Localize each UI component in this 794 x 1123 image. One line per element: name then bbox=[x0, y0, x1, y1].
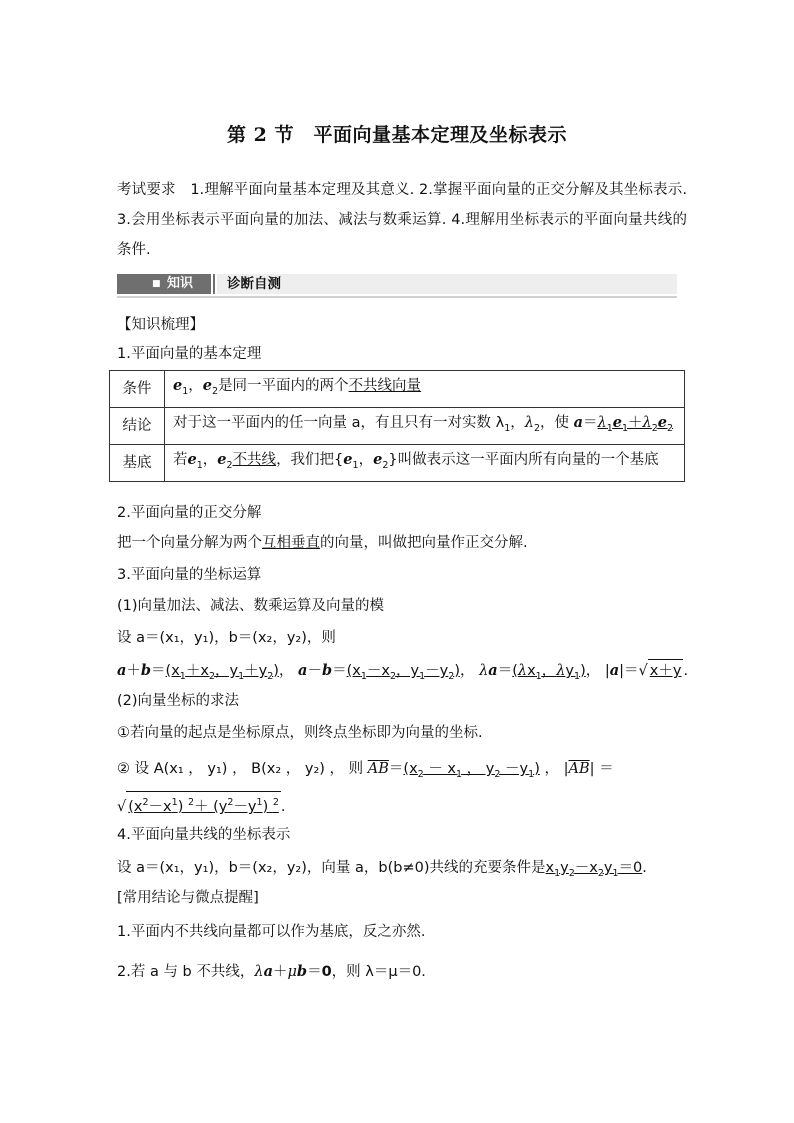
tip-1: 1.平面内不共线向量都可以作为基底，反之亦然. bbox=[117, 924, 426, 940]
section-2-title: 2.平面向量的正交分解 bbox=[117, 505, 262, 521]
row-value-basis: 若$e_1$，$e_2$不共线，我们把{$e_1$，$e_2$}叫做表示这一平面内所有向量的一个基底 bbox=[165, 444, 685, 481]
section-3-sub-2: (2)向量坐标的求法 bbox=[117, 693, 240, 709]
row-key-conclusion: 结论 bbox=[110, 407, 165, 444]
tip-2: 2.若 a 与 b 不共线，λa＋μb＝0，则 λ＝μ＝0. bbox=[117, 963, 426, 980]
section-4-text: 设 a＝(x₁，y₁)，b＝(x₂，y₂)，向量 a，b(b≠0)共线的充要条件是$x_1y_2-x_2y_1=0$. bbox=[117, 860, 647, 879]
table-row bbox=[110, 371, 685, 408]
blank-fill: 不共线 bbox=[232, 451, 277, 468]
row-key-condition: 条件 bbox=[110, 371, 165, 408]
section-3-sub-1: (1)向量加法、减法、数乘运算及向量的模 bbox=[117, 598, 385, 614]
table-row bbox=[110, 407, 685, 444]
formula-magnitude: $√(x^2-x^1)$ $^2+ (y^2-y^1)$ $^2$ . bbox=[117, 791, 697, 818]
section-3-item-2: ② 设 A(x₁ ， y₁) ， B(x₂ ， y₂) ， 则 $\overline{AB}=(x_2 - x_1$ ， $y_2 -y_1$) ， $|\overline{AB}|$ ＝ bbox=[117, 761, 614, 780]
section-3-title: 3.平面向量的坐标运算 bbox=[117, 567, 262, 583]
exam-requirements: 考试要求 1.理解平面向量基本定理及其意义. 2.掌握平面向量的正交分解及其坐标表示. 3.会用坐标表示平面向量的加法、减法与数乘运算. 4.理解用坐标表示的平面向量共线的条件. bbox=[117, 182, 687, 258]
banner-divider bbox=[213, 274, 215, 294]
section-banner bbox=[117, 272, 677, 298]
table-row bbox=[110, 444, 685, 481]
blank-fill: 互相垂直 bbox=[262, 535, 320, 551]
knowledge-header: 【知识梳理】 bbox=[117, 317, 204, 333]
row-key-basis: 基底 bbox=[110, 444, 165, 481]
section-1-title: 1.平面向量的基本定理 bbox=[117, 346, 262, 362]
section-4-title: 4.平面向量共线的坐标表示 bbox=[117, 827, 291, 843]
blank-fill: 不共线向量 bbox=[348, 378, 422, 394]
section-3-setup: 设 a＝(x₁，y₁)，b＝(x₂，y₂)，则 bbox=[117, 630, 336, 646]
section-3-item-1: ①若向量的起点是坐标原点，则终点坐标即为向量的坐标. bbox=[117, 725, 483, 741]
section-2-text: 把一个向量分解为两个互相垂直的向量，叫做把向量作正交分解. bbox=[117, 535, 528, 551]
banner-left-label: 知识 bbox=[167, 276, 194, 291]
page-title: 第 2 节 平面向量基本定理及坐标表示 bbox=[227, 124, 567, 146]
bullet-icon: ■ bbox=[152, 279, 161, 289]
row-value-conclusion: 对于这一平面内的任一向量 a，有且只有一对实数 $\lambda_1$，$\lambda_2$，使 $a=\lambda_1e_1+\lambda_2e_2$ bbox=[165, 407, 685, 444]
formula-operations: $a+b=(x_1+x_2$，$y_1+y_2$)， $a-b=(x_1-x_2$，$y_1-y_2$)， $\lambda a=(\lambda x_1$，$\lambda y_1$)， |a|＝√ x＋y . bbox=[117, 659, 697, 688]
tips-header: [常用结论与微点提醒] bbox=[117, 890, 259, 906]
theorem-table bbox=[109, 370, 685, 482]
banner-right-label: 诊断自测 bbox=[217, 274, 677, 294]
banner-left bbox=[117, 274, 211, 294]
row-value-condition: $e_1$，$e_2$是同一平面内的两个不共线向量 bbox=[165, 371, 685, 408]
